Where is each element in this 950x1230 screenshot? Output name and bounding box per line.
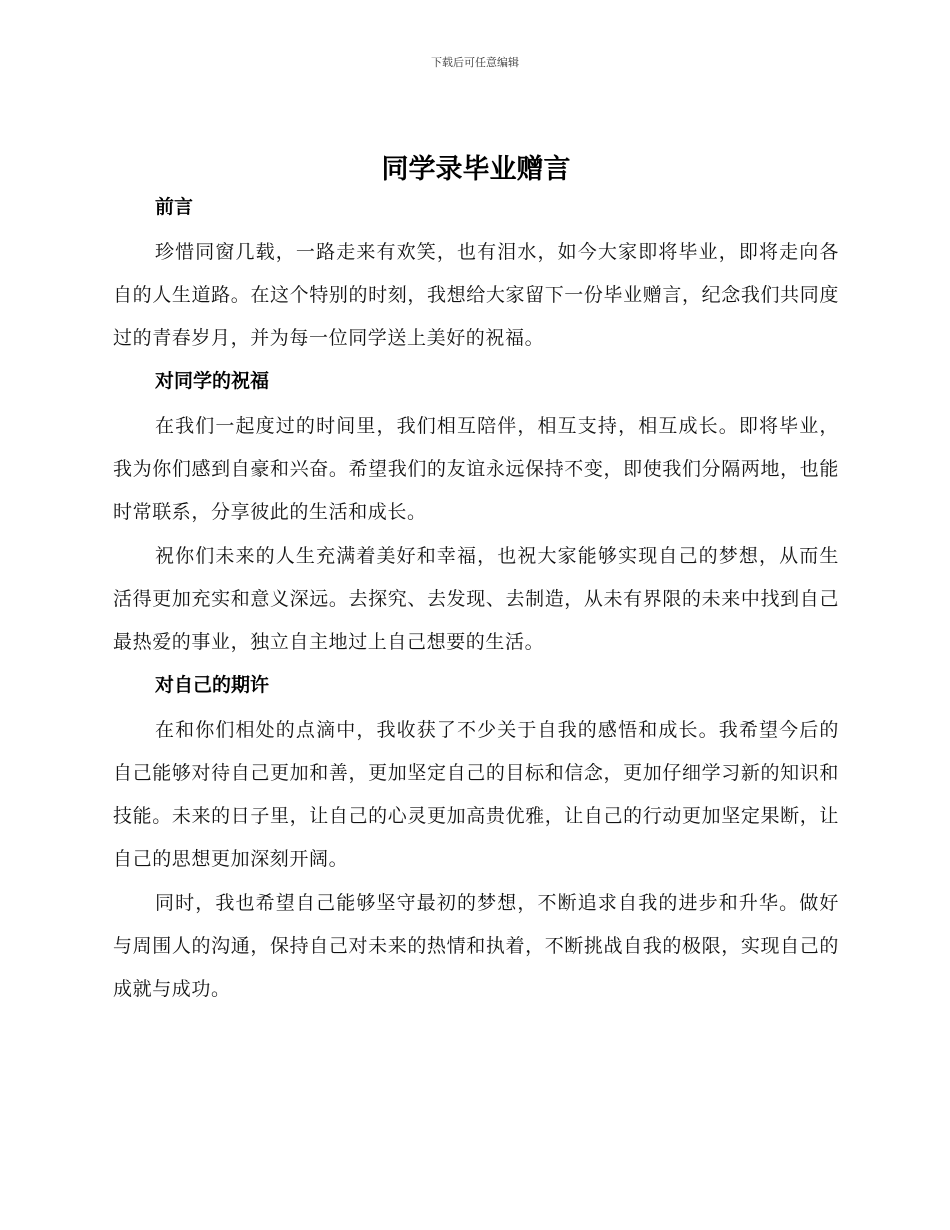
page-header-note: 下载后可任意编辑 bbox=[431, 56, 519, 69]
section-expectations-for-self bbox=[113, 670, 839, 1011]
section-heading: 前言 bbox=[155, 196, 194, 218]
paragraph: 在我们一起度过的时间里，我们相互陪伴，相互支持，相互成长。即将毕业，我为你们感到自豪和兴奋。希望我们的友谊永远保持不变，即使我们分隔两地，也能时常联系，分享彼此的生活和成长。 bbox=[113, 415, 839, 523]
paragraph: 在和你们相处的点滴中，我收获了不少关于自我的感悟和成长。我希望今后的自己能够对待自己更加和善，更加坚定自己的目标和信念，更加仔细学习新的知识和技能。未来的日子里，让自己的心灵更加高贵优雅，让自己的行动更加坚定果断，让自己的思想更加深刻开阔。 bbox=[113, 719, 839, 870]
document-title: 同学录毕业赠言 bbox=[381, 154, 571, 185]
section-preface bbox=[113, 192, 839, 360]
paragraph: 祝你们未来的人生充满着美好和幸福，也祝大家能够实现自己的梦想，从而生活得更加充实和意义深远。去探究、去发现、去制造，从未有界限的未来中找到自己最热爱的事业，独立自主地过上自己想要的生活。 bbox=[113, 545, 839, 653]
section-wishes-to-classmates bbox=[113, 366, 839, 664]
document-body bbox=[113, 150, 839, 1012]
paragraph: 同时，我也希望自己能够坚守最初的梦想，不断追求自我的进步和升华。做好与周围人的沟通，保持自己对未来的热情和执着，不断挑战自我的极限，实现自己的成就与成功。 bbox=[113, 892, 839, 1000]
paragraph: 珍惜同窗几载，一路走来有欢笑，也有泪水，如今大家即将毕业，即将走向各自的人生道路。在这个特别的时刻，我想给大家留下一份毕业赠言，纪念我们共同度过的青春岁月，并为每一位同学送上美好的祝福。 bbox=[113, 241, 839, 349]
section-heading: 对同学的祝福 bbox=[155, 370, 270, 392]
section-heading: 对自己的期许 bbox=[155, 674, 270, 696]
